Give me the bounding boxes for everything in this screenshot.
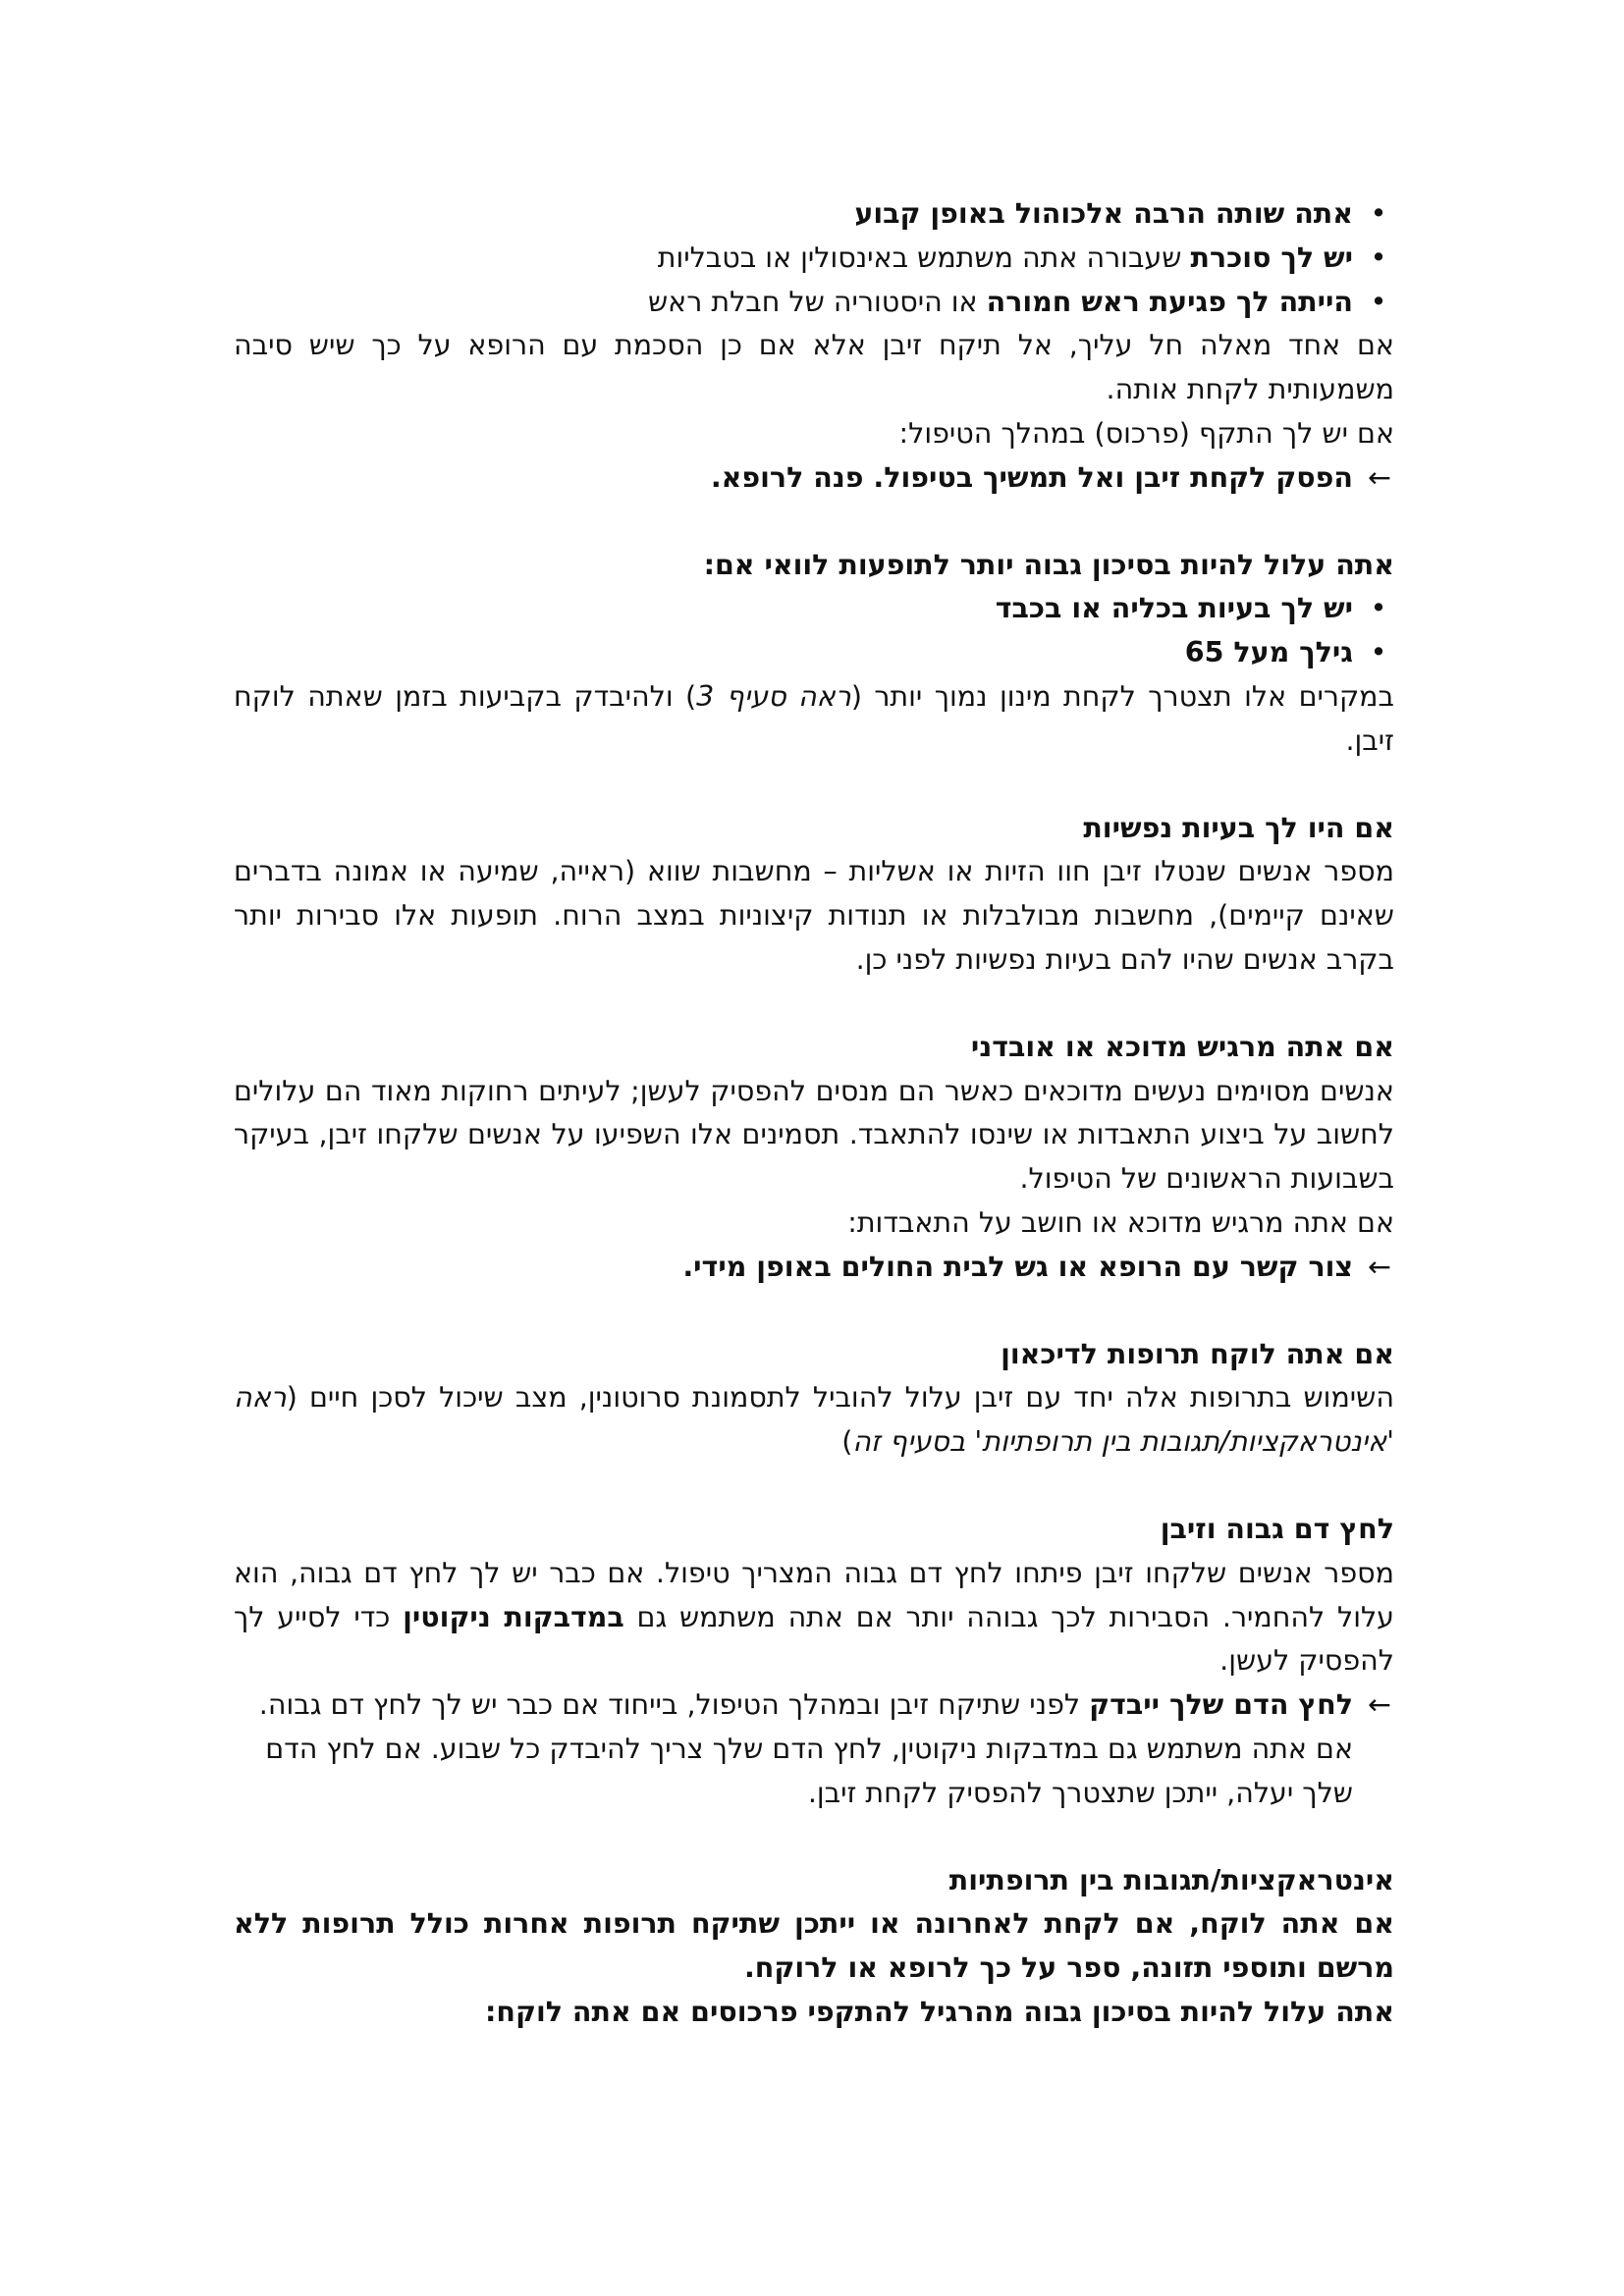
leaflet-page — [234, 192, 1394, 2035]
bullet-icon: • — [1370, 592, 1387, 625]
list-item — [234, 281, 1394, 325]
body-text: במקרים אלו תצטרך לקחת מינון נמוך יותר ( — [850, 679, 1395, 713]
stop-treatment-instruction — [234, 456, 1394, 501]
section-heading: אינטראקציות/תגובות בין תרופתיות — [948, 1863, 1394, 1896]
depression-section — [234, 1026, 1394, 1290]
cross-reference: ראה סעיף 3 — [696, 679, 851, 713]
antidepressants-section — [234, 1333, 1394, 1465]
section-body: מספר אנשים שנטלו זיבן חוו הזיות או אשליות – מחשבות שווא (ראייה, שמיעה או אמונה בדברים שאינם קיימים), מחשבות מבולבלות או תנודות קיצוניות במצב הרוח. תופעות אלו סבירות יותר בקרב אנשים שהיו להם בעיות נפשיות לפני כן. — [234, 855, 1394, 976]
bullet-bold-text: יש לך סוכרת — [1190, 240, 1353, 274]
side-effects-section — [234, 544, 1394, 764]
section-body: אם אתה לוקח, אם לקחת לאחרונה או ייתכן שתיקח תרופות אחרות כולל תרופות ללא מרשם ותוספי תזונה, ספר על כך לרופא או לרוקח. — [234, 1907, 1394, 1985]
body-text: ) — [841, 1425, 853, 1459]
blood-pressure-check-instruction — [234, 1683, 1394, 1815]
contact-doctor-instruction — [234, 1246, 1394, 1290]
section-heading: אם אתה מרגיש מדוכא או אובדני — [970, 1030, 1394, 1063]
bullet-icon: • — [1370, 197, 1387, 230]
arrow-icon: ← — [1368, 1250, 1391, 1283]
instruction-text: צור קשר עם הרופא או גש לבית החולים באופן מידי. — [682, 1250, 1353, 1283]
list-item — [234, 631, 1394, 675]
section-body — [234, 1376, 1394, 1465]
bullet-bold-text: אתה שותה הרבה אלכוהול באופן קבוע — [854, 197, 1353, 230]
bullet-icon: • — [1370, 240, 1387, 274]
bullet-text: גילך מעל 65 — [1184, 636, 1353, 669]
bullet-text: יש לך בעיות בכליה או בכבד — [995, 592, 1353, 625]
body-text: מספר אנשים שלקחו זיבן פיתחו לחץ דם גבוה המצריך טיפול. אם כבר יש לך לחץ דם גבוה, הוא עלול להחמיר. הסבירות לכך גבוהה יותר אם אתה משתמש גם — [234, 1556, 1394, 1633]
section-body — [234, 1552, 1394, 1683]
list-item — [234, 237, 1394, 281]
section-heading: לחץ דם גבוה וזיבן — [1160, 1512, 1394, 1545]
instruction-bold-text: לחץ הדם שלך ייבדק — [1089, 1688, 1353, 1722]
section-body — [234, 675, 1394, 764]
body-text: ) ולהיבדק בקביעות בזמן שאתה לוקח זיבן. — [234, 679, 1394, 757]
section-body: אנשים מסוימים נעשים מדוכאים כאשר הם מנסים להפסיק לעשן; לעיתים רחוקות מאוד הם עלולים לחשוב על ביצוע התאבדות או שינסו להתאבד. תסמינים אלו השפיעו על אנשים שלקחו זיבן, בעיקר בשבועות הראשונים של הטיפול. — [234, 1074, 1394, 1196]
arrow-icon: ← — [1368, 1688, 1391, 1722]
warning-paragraph: אם אחד מאלה חל עליך, אל תיקח זיבן אלא אם כן הסכמת עם הרופא על כך שיש סיבה משמעותית לקחת אותה. — [234, 329, 1394, 406]
bullet-icon: • — [1370, 636, 1387, 669]
bullet-icon: • — [1370, 285, 1387, 318]
section-heading: אתה עלול להיות בסיכון גבוה יותר לתופעות לוואי אם: — [703, 548, 1394, 581]
interactions-section — [234, 1859, 1394, 2035]
mental-health-section — [234, 807, 1394, 983]
list-item — [234, 587, 1394, 631]
cross-reference: ראה 'אינטראקציות/תגובות בין תרופתיות' בסעיף זה — [234, 1381, 1394, 1459]
arrow-icon: ← — [1368, 460, 1391, 494]
blood-pressure-section — [234, 1508, 1394, 1816]
section-body: אתה עלול להיות בסיכון גבוה מהרגיל להתקפי פרכוסים אם אתה לוקח: — [484, 1995, 1394, 2028]
body-bold-text: במדבקות ניקוטין — [403, 1600, 624, 1633]
section-body: אם אתה מרגיש מדוכא או חושב על התאבדות: — [847, 1205, 1394, 1239]
side-effects-bullet-list — [234, 587, 1394, 675]
instruction-text: הפסק לקחת זיבן ואל תמשיך בטיפול. פנה לרופא. — [710, 460, 1353, 494]
list-item — [234, 192, 1394, 237]
bullet-text: שעבורה אתה משתמש באינסולין או בטבליות — [657, 240, 1191, 274]
instruction-text: לפני שתיקח זיבן ובמהלך הטיפול, בייחוד אם כבר יש לך לחץ דם גבוה. אם אתה משתמש גם במדבקות ניקוטין, לחץ הדם שלך צריך להיבדק כל שבוע. אם לחץ הדם שלך יעלה, ייתכן שתצטרך להפסיק לקחת זיבן. — [258, 1688, 1353, 1809]
section-heading: אם היו לך בעיות נפשיות — [1083, 811, 1394, 844]
body-text: כדי לסייע לך להפסיק לעשן. — [234, 1600, 1394, 1678]
body-text: השימוש בתרופות אלה יחד עם זיבן עלול להוביל לתסמונת סרוטונין, מצב שיכול לסכן חיים ( — [286, 1381, 1394, 1415]
bullet-text: או היסטוריה של חבלת ראש — [647, 285, 987, 318]
seizure-paragraph: אם יש לך התקף (פרכוס) במהלך הטיפול: — [898, 416, 1394, 450]
section-heading: אם אתה לוקח תרופות לדיכאון — [1001, 1337, 1394, 1370]
risk-bullet-list — [234, 192, 1394, 324]
bullet-bold-text: הייתה לך פגיעת ראש חמורה — [986, 285, 1353, 318]
